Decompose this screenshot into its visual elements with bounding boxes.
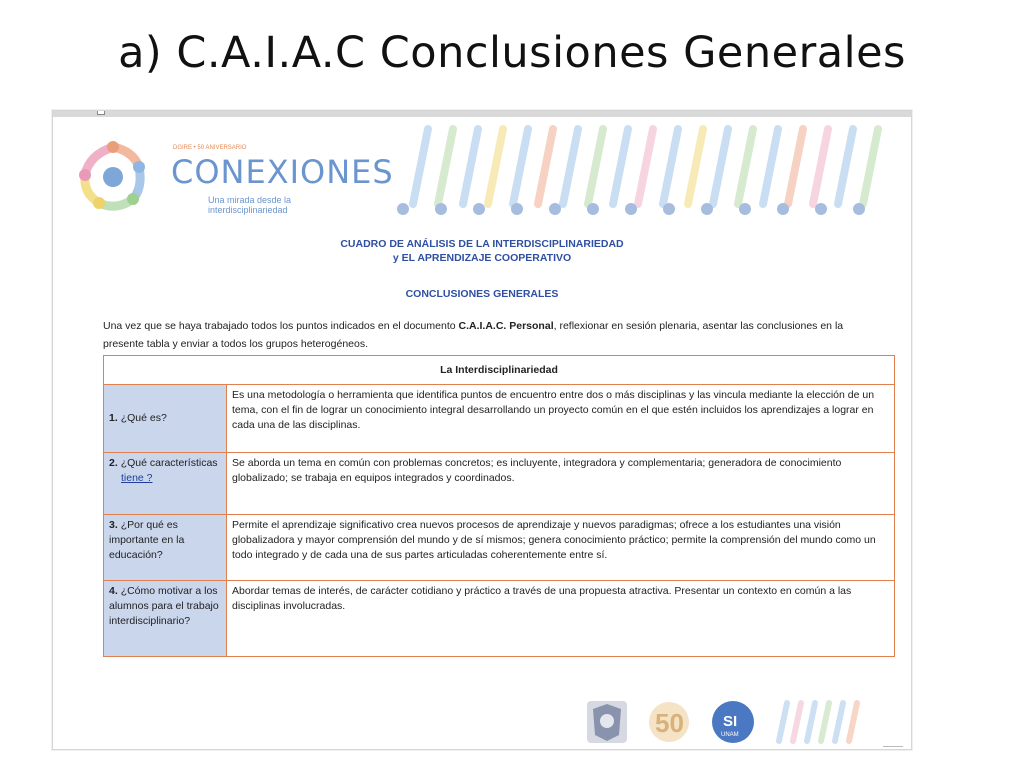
unam-crest-icon (587, 701, 627, 743)
answer-cell: Abordar temas de interés, de carácter cotidiano y práctico a través de una propuesta atractiva. Presentar un contexto en común a las disciplinas involucradas. (227, 581, 895, 657)
question-underlined-text: tiene ? (121, 472, 153, 484)
question-cell (104, 581, 227, 657)
mini-stripes-icon (779, 703, 857, 741)
footer-logos (583, 695, 903, 747)
question-number: 3. (109, 519, 118, 531)
intro-bold: C.A.I.A.C. Personal (458, 320, 554, 332)
logo-50-text: 50 (655, 708, 684, 738)
question-number: 2. (109, 457, 118, 469)
table-row (104, 385, 895, 453)
anniversary-50-icon (649, 702, 689, 742)
question-cell (104, 515, 227, 581)
question-text: ¿Qué es? (120, 412, 167, 424)
intro-text-2: , reflexionar en sesión plenaria, asentar las conclusiones en la presente tabla y enviar a todos los grupos heterogéneos. (103, 320, 844, 350)
question-text: ¿Cómo motivar a los alumnos para el trabajo interdisciplinario? (109, 585, 219, 627)
answer-cell: Permite el aprendizaje significativo crea nuevos procesos de aprendizaje y nuevos paradigmas; ofrece a los estudiantes una visión globalizadora y mayor comprensión del mundo y de sí mismos; genera conocimiento práctico; permite la comprensión del mundo como un todo integrado y de cada una de sus partes articuladas coherentemente entre sí. (227, 515, 895, 581)
document-heading-line1: CUADRO DE ANÁLISIS DE LA INTERDISCIPLINARIEDAD (340, 238, 624, 250)
document-image (52, 110, 912, 750)
document-heading-line2: y EL APRENDIZAJE COOPERATIVO (392, 252, 572, 264)
network-logo-icon (73, 137, 153, 217)
question-text: ¿Por qué es importante en la educación? (109, 519, 185, 561)
document-subheading: CONCLUSIONES GENERALES (405, 288, 559, 300)
question-text: ¿Qué características (120, 457, 218, 469)
page-top-strip (53, 111, 911, 117)
question-cell (104, 453, 227, 515)
si-unam-logo-icon (712, 701, 754, 743)
logo-si-text: SI (723, 713, 738, 730)
logo-wordmark: CONEXIONES (171, 153, 394, 191)
institution-logos (583, 695, 903, 747)
intro-text-1: Una vez que se haya trabajado todos los puntos indicados en el documento (103, 320, 459, 332)
table-header-row (104, 356, 895, 385)
answer-cell: Es una metodología o herramienta que identifica puntos de encuentro entre dos o más disciplinas y las vincula mediante la elección de un tema, con el fin de lograr un conocimiento integral desarrollando un proyecto común en el que estén incluidos los aprendizajes a lograr en cada una de las disciplinas. (227, 385, 895, 453)
question-number: 4. (109, 585, 118, 597)
logo-subtitle: Una mirada desde la interdisciplinariedad (208, 195, 292, 215)
decorative-stripes (393, 119, 893, 219)
page-corner-mark (883, 746, 903, 750)
resize-handle[interactable] (97, 110, 105, 115)
table-header: La Interdisciplinariedad (104, 356, 895, 385)
table-row (104, 515, 895, 581)
interdisciplinarity-table (103, 355, 895, 657)
slide-title: a) C.A.I.A.C Conclusiones Generales (118, 28, 906, 78)
logo-small-text: DGIRE • 50 ANIVERSARIO (173, 145, 247, 151)
answer-cell: Se aborda un tema en común con problemas concretos; es incluyente, integradora y complementaria; generadora de conocimiento globalizado; se trabaja en equipos integrados y coordinados. (227, 453, 895, 515)
table-row (104, 581, 895, 657)
logo-si-sub-text: UNAM (721, 732, 739, 738)
question-number: 1. (109, 412, 118, 424)
conexiones-logo (73, 129, 394, 219)
question-cell (104, 385, 227, 453)
intro-paragraph (103, 317, 863, 353)
table-row (104, 453, 895, 515)
